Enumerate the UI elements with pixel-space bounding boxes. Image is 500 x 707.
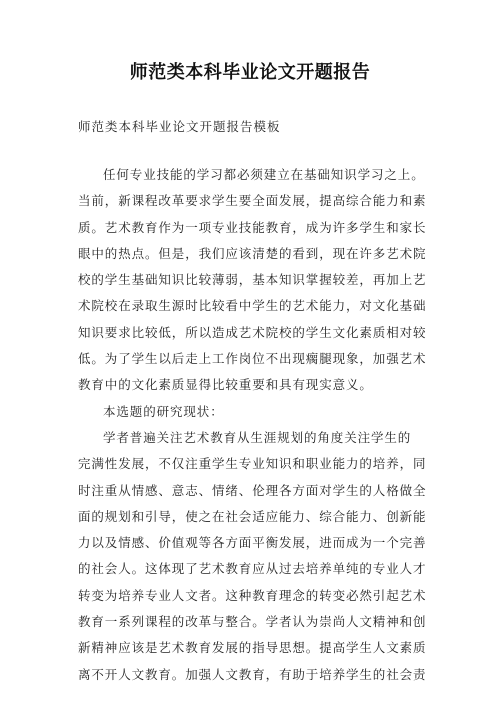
document-title: 师范类本科毕业论文开题报告	[129, 62, 371, 83]
paragraph-line: 低。为了学生以后走上工作岗位不出现瘸腿现象，加强艺术	[78, 351, 427, 367]
body-text	[78, 162, 428, 688]
paragraph-line: 眼中的热点。但是，我们应该清楚的看到，现在许多艺术院	[78, 245, 427, 261]
paragraph-line: 校的学生基础知识比较薄弱，基本知识掌握较差，再加上艺	[78, 272, 427, 288]
paragraph-line: 教育一系列课程的改革与整合。学者认为崇尚人文精神和创	[78, 614, 427, 630]
section-heading: 本选题的研究现状：	[103, 403, 224, 419]
paragraph-line: 新精神应该是艺术教育发展的指导思想。提高学生人文素质	[78, 640, 427, 656]
paragraph-line: 知识要求比较低，所以造成艺术院校的学生文化素质相对较	[78, 324, 427, 340]
paragraph-line: 转变为培养专业人文者。这种教育理念的转变必然引起艺术	[78, 587, 427, 603]
paragraph-line: 当前，新课程改革要求学生要全面发展，提高综合能力和素	[78, 193, 427, 209]
paragraph-line: 力以及情感、价值观等各方面平衡发展，进而成为一个完善	[78, 535, 427, 551]
paragraph-line: 任何专业技能的学习都必须建立在基础知识学习之上。	[103, 167, 425, 182]
document-subtitle: 师范类本科毕业论文开题报告模板	[78, 119, 281, 134]
paragraph-line: 时注重从情感、意志、情绪、伦理各方面对学生的人格做全	[78, 482, 427, 498]
paragraph-line: 面的规划和引导，使之在社会适应能力、综合能力、创新能	[78, 508, 427, 524]
paragraph-line: 的社会人。这体现了艺术教育应从过去培养单纯的专业人才	[78, 561, 427, 577]
paragraph-line: 离不开人文教育。加强人文教育，有助于培养学生的社会责	[78, 666, 427, 682]
paragraph-line: 学者普遍关注艺术教育从生涯规划的角度关注学生的	[103, 429, 412, 445]
paragraph-line: 完满性发展，不仅注重学生专业知识和职业能力的培养，同	[78, 456, 427, 472]
paragraph-line: 术院校在录取生源时比较看中学生的艺术能力，对文化基础	[78, 298, 427, 314]
paragraph-line: 教育中的文化素质显得比较重要和具有现实意义。	[78, 377, 373, 393]
paragraph-line: 质。艺术教育作为一项专业技能教育，成为许多学生和家长	[78, 219, 427, 235]
